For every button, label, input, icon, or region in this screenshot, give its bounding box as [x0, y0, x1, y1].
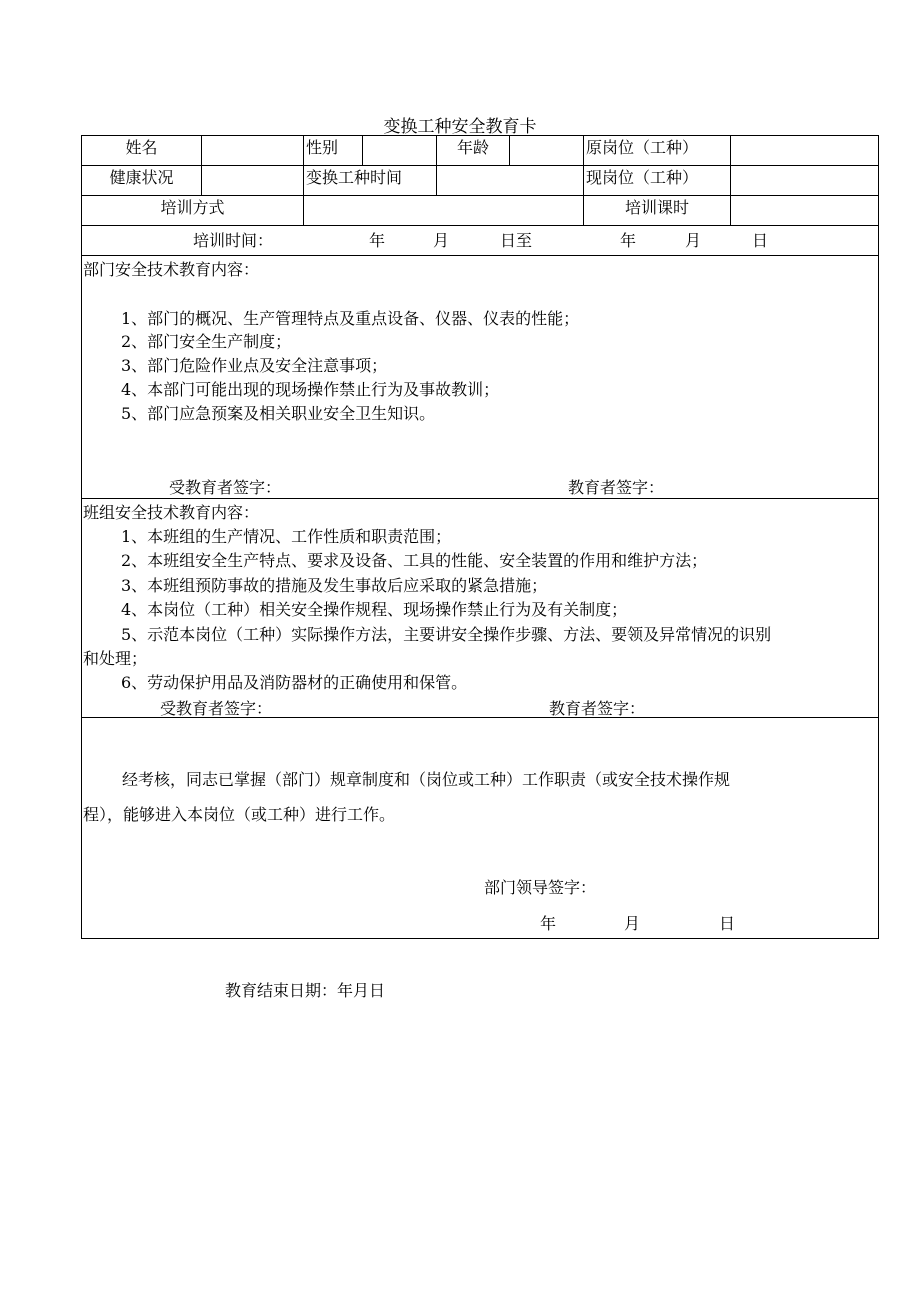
team-trainer-signature-label: 教育者签字：: [549, 699, 646, 718]
education-card-table: [81, 135, 879, 939]
gender-label: 性别: [304, 136, 363, 166]
assessment-text-line1: 经考核，同志已掌握（部门）规章制度和（岗位或工种）工作职责（或安全技术操作规: [122, 770, 731, 789]
leader-date-year: 年: [540, 914, 557, 933]
training-method-label: 培训方式: [82, 196, 304, 226]
start-day-to-label: 日至: [500, 231, 533, 250]
team-item: 2、本班组安全生产特点、要求及设备、工具的性能、安全装置的作用和维护方法；: [121, 551, 708, 570]
team-item-continued: 和处理；: [83, 649, 148, 668]
dept-item: 1、部门的概况、生产管理特点及重点设备、仪器、仪表的性能；: [121, 309, 580, 328]
team-item: 6、劳动保护用品及消防器材的正确使用和保管。: [121, 673, 468, 692]
end-day-label: 日: [752, 231, 769, 250]
education-end-date: 教育结束日期：年月日: [225, 981, 386, 1000]
team-item: 4、本岗位（工种）相关安全操作规程、现场操作禁止行为及有关制度；: [121, 600, 628, 619]
team-heading: 班组安全技术教育内容：: [83, 503, 260, 522]
training-time-row: [82, 226, 879, 256]
department-education-section: [82, 256, 879, 499]
original-post-field[interactable]: [731, 136, 879, 166]
card-title: 变换工种安全教育卡: [383, 117, 537, 137]
start-year-label: 年: [369, 231, 386, 250]
start-month-label: 月: [433, 231, 450, 250]
current-post-field[interactable]: [731, 166, 879, 196]
assessment-section: [82, 718, 879, 939]
end-year-label: 年: [620, 231, 637, 250]
team-item: 5、示范本岗位（工种）实际操作方法，主要讲安全操作步骤、方法、要领及异常情况的识别: [121, 625, 772, 644]
team-item: 1、本班组的生产情况、工作性质和职责范围；: [121, 527, 452, 546]
dept-item: 3、部门危险作业点及安全注意事项；: [121, 356, 388, 375]
dept-item: 2、部门安全生产制度；: [121, 332, 292, 351]
dept-item: 5、部门应急预案及相关职业安全卫生知识。: [121, 404, 436, 423]
health-label: 健康状况: [82, 166, 202, 196]
end-month-label: 月: [685, 231, 702, 250]
training-hours-label: 培训课时: [584, 196, 731, 226]
change-time-label: 变换工种时间: [304, 166, 437, 196]
dept-item: 4、本部门可能出现的现场操作禁止行为及事故教训；: [121, 380, 500, 399]
age-label: 年龄: [437, 136, 510, 166]
dept-trainer-signature-label: 教育者签字：: [568, 478, 665, 497]
gender-field[interactable]: [363, 136, 437, 166]
original-post-label: 原岗位（工种）: [584, 136, 731, 166]
age-field[interactable]: [510, 136, 584, 166]
team-trainee-signature-label: 受教育者签字：: [160, 699, 273, 718]
training-method-field[interactable]: [304, 196, 584, 226]
training-hours-field[interactable]: [731, 196, 879, 226]
health-field[interactable]: [202, 166, 304, 196]
assessment-text-line2: 程），能够进入本岗位（或工种）进行工作。: [83, 805, 396, 824]
current-post-label: 现岗位（工种）: [584, 166, 731, 196]
team-education-section: [82, 499, 879, 718]
training-time-label: 培训时间：: [193, 231, 274, 250]
department-heading: 部门安全技术教育内容：: [83, 260, 260, 279]
change-time-field[interactable]: [437, 166, 584, 196]
team-item: 3、本班组预防事故的措施及发生事故后应采取的紧急措施；: [121, 576, 548, 595]
leader-date-day: 日: [719, 914, 736, 933]
dept-trainee-signature-label: 受教育者签字：: [169, 478, 282, 497]
name-label: 姓名: [82, 136, 202, 166]
leader-date-month: 月: [624, 914, 641, 933]
name-field[interactable]: [202, 136, 304, 166]
leader-signature-label: 部门领导签字：: [484, 878, 597, 897]
